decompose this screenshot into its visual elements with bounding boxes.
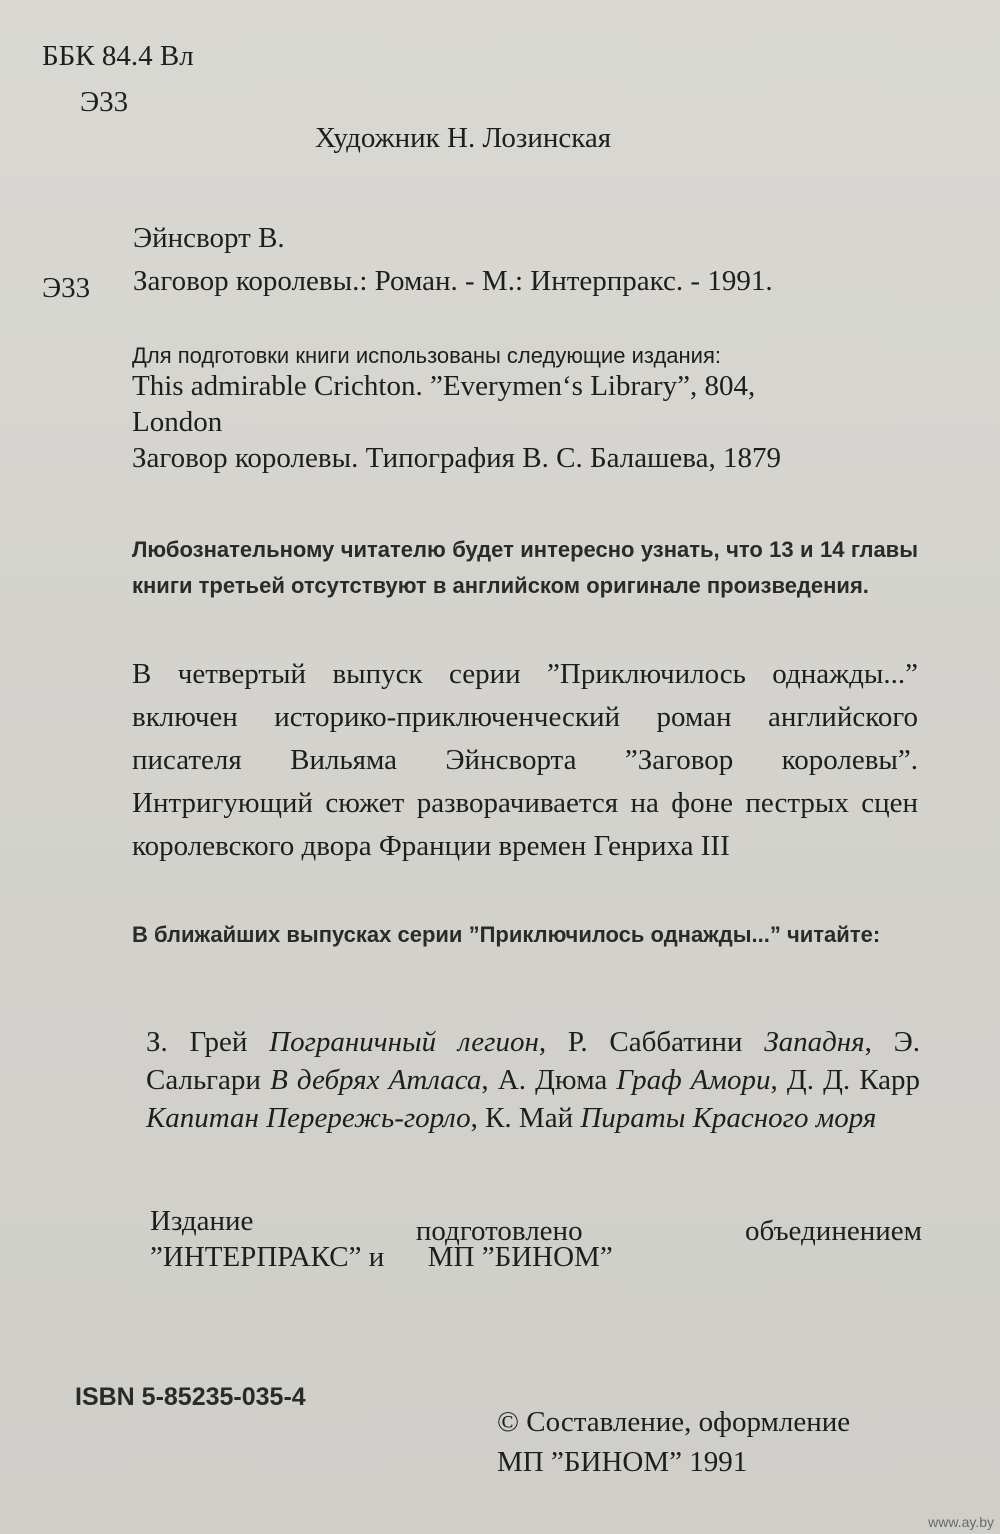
copyright-line: МП ”БИНОМ” 1991 xyxy=(497,1446,748,1478)
list-separator: , xyxy=(470,1102,486,1134)
publisher-word: объединением xyxy=(745,1215,922,1247)
source-line: This admirable Crichton. ”Everymen‘s Library”, 804, xyxy=(132,370,756,402)
publisher-word: подготовлено xyxy=(415,1215,583,1247)
list-separator: , xyxy=(770,1064,787,1096)
site-watermark: www.ay.by xyxy=(928,1514,994,1530)
upcoming-title: Граф Амори xyxy=(616,1064,771,1096)
copyright-notice xyxy=(497,1402,850,1482)
upcoming-author: Э. Сальгари xyxy=(146,1026,921,1096)
upcoming-title: Западня xyxy=(764,1026,865,1058)
copyright-line: © Составление, оформление xyxy=(497,1406,851,1438)
list-separator: , xyxy=(538,1026,568,1058)
publisher-credit xyxy=(150,1203,922,1275)
bbk-index: ББК 84.4 Вл xyxy=(42,40,194,72)
source-line: Заговор королевы. Типография В. С. Балашева, 1879 xyxy=(132,442,781,474)
sources-intro: Для подготовки книги использованы следующие издания: xyxy=(132,343,721,368)
upcoming-intro: В ближайших выпусках серии ”Приключилось однажды...” читайте: xyxy=(132,922,881,947)
upcoming-title: Капитан Перережь-горло xyxy=(146,1102,471,1134)
artist-credit: Художник Н. Лозинская xyxy=(315,122,612,154)
upcoming-author: Д. Д. Карр xyxy=(786,1064,921,1096)
list-separator: , xyxy=(864,1026,894,1058)
reader-note: Любознательному читателю будет интересно узнать, что 13 и 14 главы книги третьей отсутствуют в английском оригинале произведения. xyxy=(132,537,918,598)
catalog-author: Эйнсворт В. xyxy=(133,222,285,254)
upcoming-author: Р. Саббатини xyxy=(567,1026,743,1058)
bbk-author-code: Э33 xyxy=(80,86,129,118)
catalog-side-code: Э33 xyxy=(42,272,91,304)
sources-list xyxy=(132,368,918,476)
upcoming-author: К. Май xyxy=(485,1102,574,1134)
publisher-line-1 xyxy=(150,1203,922,1247)
list-separator: , xyxy=(481,1064,498,1096)
upcoming-title: Пираты Красного моря xyxy=(580,1102,877,1134)
isbn: ISBN 5-85235-035-4 xyxy=(75,1383,306,1411)
upcoming-list xyxy=(146,1023,920,1137)
catalog-title-line: Заговор королевы.: Роман. - М.: Интерпракс. - 1991. xyxy=(133,265,773,297)
book-blurb: В четвертый выпуск серии ”Приключилось однажды...” включен историко-приключенческий роман английского писателя Вильяма Эйнсворта ”Заговор королевы”. Интригующий сюжет разворачивается на фоне пестрых сцен королевского двора Франции времен Генриха III xyxy=(132,658,918,862)
upcoming-title: В дебрях Атласа xyxy=(270,1064,482,1096)
upcoming-author: З. Грей xyxy=(146,1026,248,1058)
publisher-line-2: ”ИНТЕРПРАКС” и МП ”БИНОМ” xyxy=(150,1241,613,1273)
upcoming-author: А. Дюма xyxy=(497,1064,608,1096)
upcoming-title: Пограничный легион xyxy=(269,1026,539,1058)
source-line: London xyxy=(132,406,223,438)
publisher-word: Издание xyxy=(150,1205,254,1237)
